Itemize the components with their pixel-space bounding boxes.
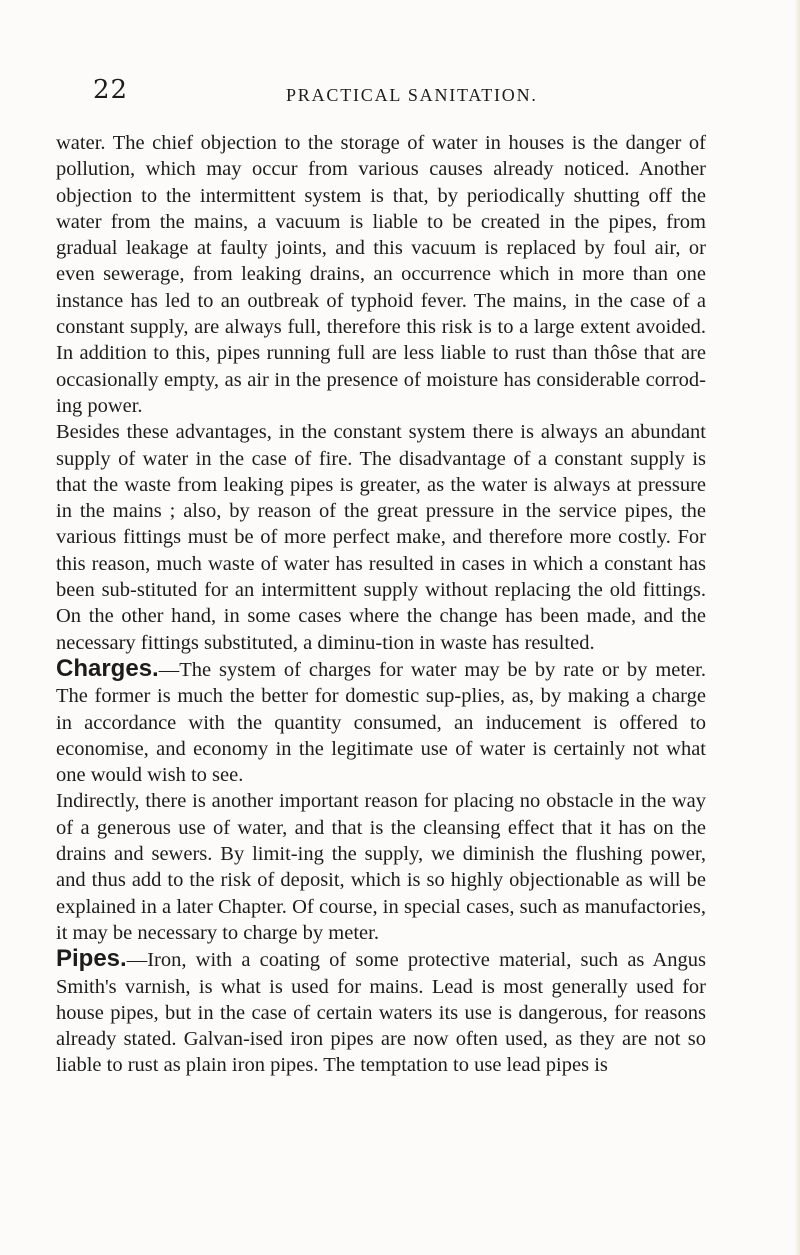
paragraph — [56, 656, 706, 788]
page-header — [93, 73, 733, 107]
paragraph — [56, 788, 706, 946]
running-head: PRACTICAL SANITATION. — [286, 85, 538, 105]
section-heading-charges: Charges. — [56, 654, 159, 682]
paragraph — [56, 130, 706, 419]
page-edge-shading — [794, 0, 800, 1255]
paragraph-text: Besides these advantages, in the constant system there is always an abundant supply of water in the case of fire. The disadvantage of a constant supply is that the waste from leaking pipes is greater, as the water is always at pressure in the mains ; also, by reason of the great pressure in the service pipes, the various fittings must be of more perfect make, and therefore more costly. For this reason, much waste of water has resulted in cases in which a constant has been sub-stituted for an intermittent supply without replacing the old fittings. On the other hand, in some cases where the change has been made, and the necessary fittings substituted, a diminu-tion in waste has resulted. — [56, 421, 706, 654]
paragraph-text: water. The chief objection to the storage of water in houses is the danger of pollution, which may occur from various causes already noticed. Another objection to the intermittent system is that, by periodically shutting off the water from the mains, a vacuum is liable to be created in the pipes, from gradual leakage at faulty joints, and this vacuum is replaced by foul air, or even sewerage, from leaking drains, an occurrence which in more than one instance has led to an outbreak of typhoid fever. The mains, in the case of a constant supply, are always full, therefore this risk is to a large extent avoided. In addition to this, pipes running full are less liable to rust than thôse that are occasionally empty, as air in the presence of moisture has considerable corrod-ing power. — [56, 132, 706, 417]
section-heading-pipes: Pipes. — [56, 945, 127, 973]
paragraph-text: Indirectly, there is another important reason for placing no obstacle in the way of a generous use of water, and that is the cleansing effect that it has on the drains and sewers. By limit-ing the supply, we diminish the flushing power, and thus add to the risk of deposit, which is so highly objectionable as will be explained in a later Chapter. Of course, in special cases, such as manufactories, it may be necessary to charge by meter. — [56, 790, 706, 944]
paragraph-text: —The system of charges for water may be by rate or by meter. The former is much the better for domestic sup-plies, as, by making a charge in accordance with the quantity consumed, an inducement is offered to economise, and economy in the legitimate use of water is certainly not what one would wish to see. — [56, 658, 706, 787]
body-text — [56, 130, 706, 1079]
paragraph — [56, 946, 706, 1078]
page-number: 22 — [93, 75, 129, 105]
paragraph-text: —Iron, with a coating of some protective material, such as Angus Smith's varnish, is what is used for mains. Lead is most generally used for house pipes, but in the case of certain waters its use is dangerous, for reasons already stated. Galvan-ised iron pipes are now often used, as they are not so liable to rust as plain iron pipes. The temptation to use lead pipes is — [56, 949, 706, 1077]
paragraph — [56, 419, 706, 656]
